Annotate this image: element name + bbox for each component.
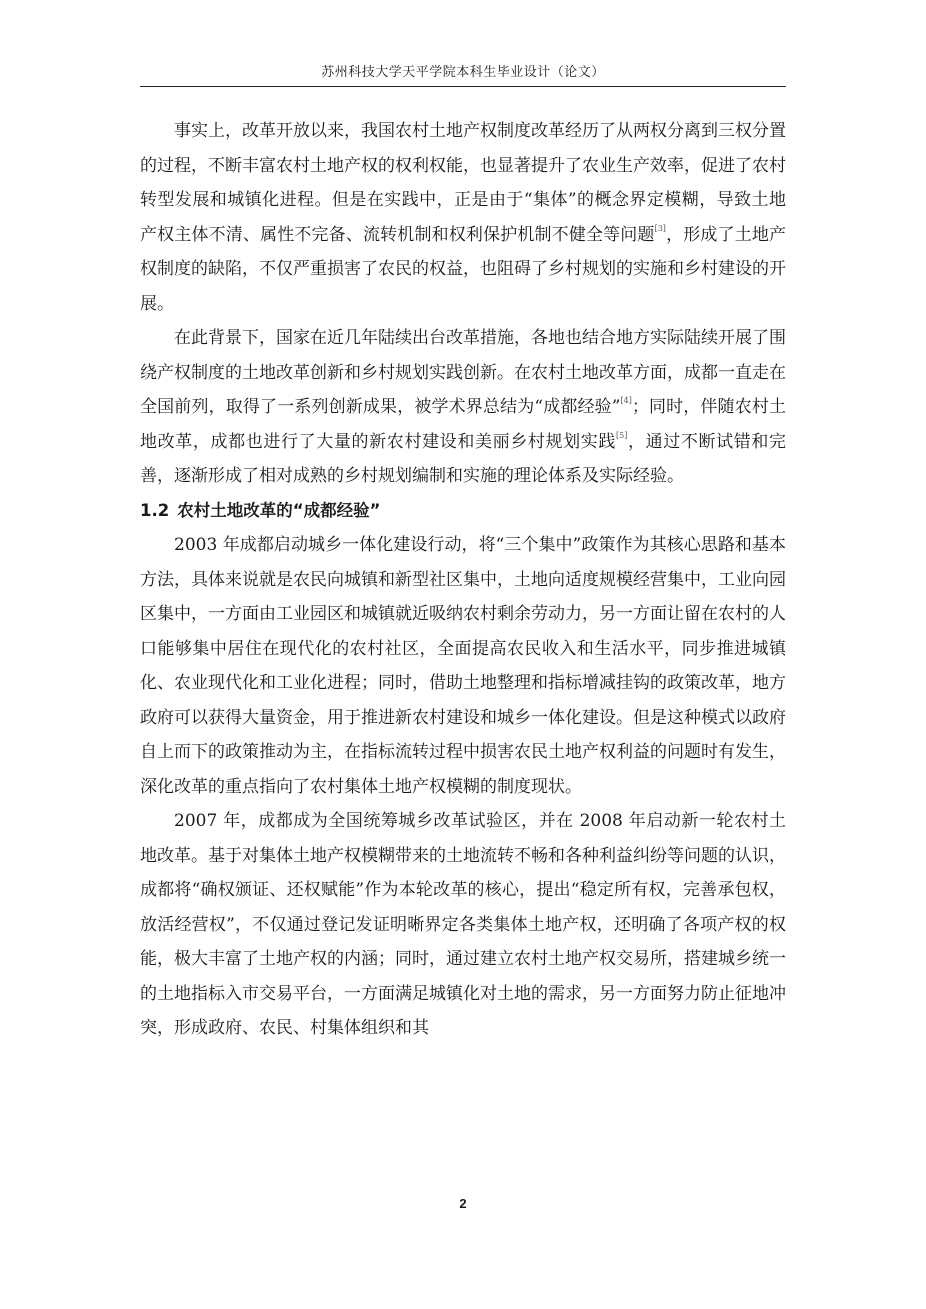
- page-header: [140, 62, 786, 87]
- paragraph-2: [140, 321, 786, 494]
- page-number: 2: [459, 1196, 467, 1211]
- paragraph-1-text-b: ，形成了土地产权制度的缺陷，不仅严重损害了农民的权益，也阻碍了乡村规划的实施和乡村建设的开展。: [140, 224, 787, 314]
- paragraph-4-text: 2007 年，成都成为全国统筹城乡改革试验区，并在 2008 年启动新一轮农村土地改革。基于对集体土地产权模糊带来的土地流转不畅和各种利益纠纷等问题的认识，成都将“确权颁证、还权赋能”作为本轮改革的核心，提出“稳定所有权，完善承包权，放活经营权”，不仅通过登记发证明晰界定各类集体土地产权，还明确了各项产权的权能，极大丰富了土地产权的内涵；同时，通过建立农村土地产权交易所，搭建城乡统一的土地指标入市交易平台，一方面满足城镇化对土地的需求，另一方面努力防止征地冲突，形成政府、农民、村集体组织和其: [140, 811, 786, 1038]
- paragraph-3: [140, 528, 786, 804]
- section-number: 1.2: [140, 500, 170, 520]
- section-title: 农村土地改革的“成都经验”: [177, 500, 381, 520]
- paragraph-2-text-b: ；同时，伴随农村土地改革，成都也进行了大量的新农村建设和美丽乡村规划实践: [140, 397, 786, 452]
- citation-ref-5: [5]: [616, 430, 628, 440]
- paragraph-4: [140, 804, 786, 1046]
- header-title: 苏州科技大学天平学院本科生毕业设计（论文）: [321, 65, 605, 80]
- paragraph-2-text-c: ，通过不断试错和完善，逐渐形成了相对成熟的乡村规划编制和实施的理论体系及实际经验。: [140, 431, 787, 486]
- section-heading: [140, 494, 786, 529]
- paragraph-2-text-a: 在此背景下，国家在近几年陆续出台改革措施，各地也结合地方实际陆续开展了围绕产权制度的土地改革创新和乡村规划实践创新。在农村土地改革方面，成都一直走在全国前列，取得了一系列创新成果，被学术界总结为“成都经验”: [140, 328, 786, 417]
- citation-ref-4: [4]: [620, 396, 632, 405]
- paragraph-3-text: 2003 年成都启动城乡一体化建设行动，将“三个集中”政策作为其核心思路和基本方法，具体来说就是农民向城镇和新型社区集中，土地向适度规模经营集中，工业向园区集中，一方面由工业园区和城镇就近吸纳农村剩余劳动力，另一方面让留在农村的人口能够集中居住在现代化的农村社区，全面提高农民收入和生活水平，同步推进城镇化、农业现代化和工业化进程；同时，借助土地整理和指标增减挂钩的政策改革，地方政府可以获得大量资金，用于推进新农村建设和城乡一体化建设。但是这种模式以政府自上而下的政策推动为主，在指标流转过程中损害农民土地产权利益的问题时有发生，深化改革的重点指向了农村集体土地产权模糊的制度现状。: [140, 535, 786, 797]
- paragraph-1-text-a: 事实上，改革开放以来，我国农村土地产权制度改革经历了从两权分离到三权分置的过程，不断丰富农村土地产权的权利权能，也显著提升了农业生产效率，促进了农村转型发展和城镇化进程。但是在实践中，正是由于“集体”的概念界定模糊，导致土地产权主体不清、属性不完备、流转机制和权利保护机制不健全等问题: [140, 121, 786, 245]
- citation-ref-3: [3]: [654, 223, 666, 233]
- document-body: [140, 114, 786, 1046]
- paragraph-1: [140, 114, 786, 321]
